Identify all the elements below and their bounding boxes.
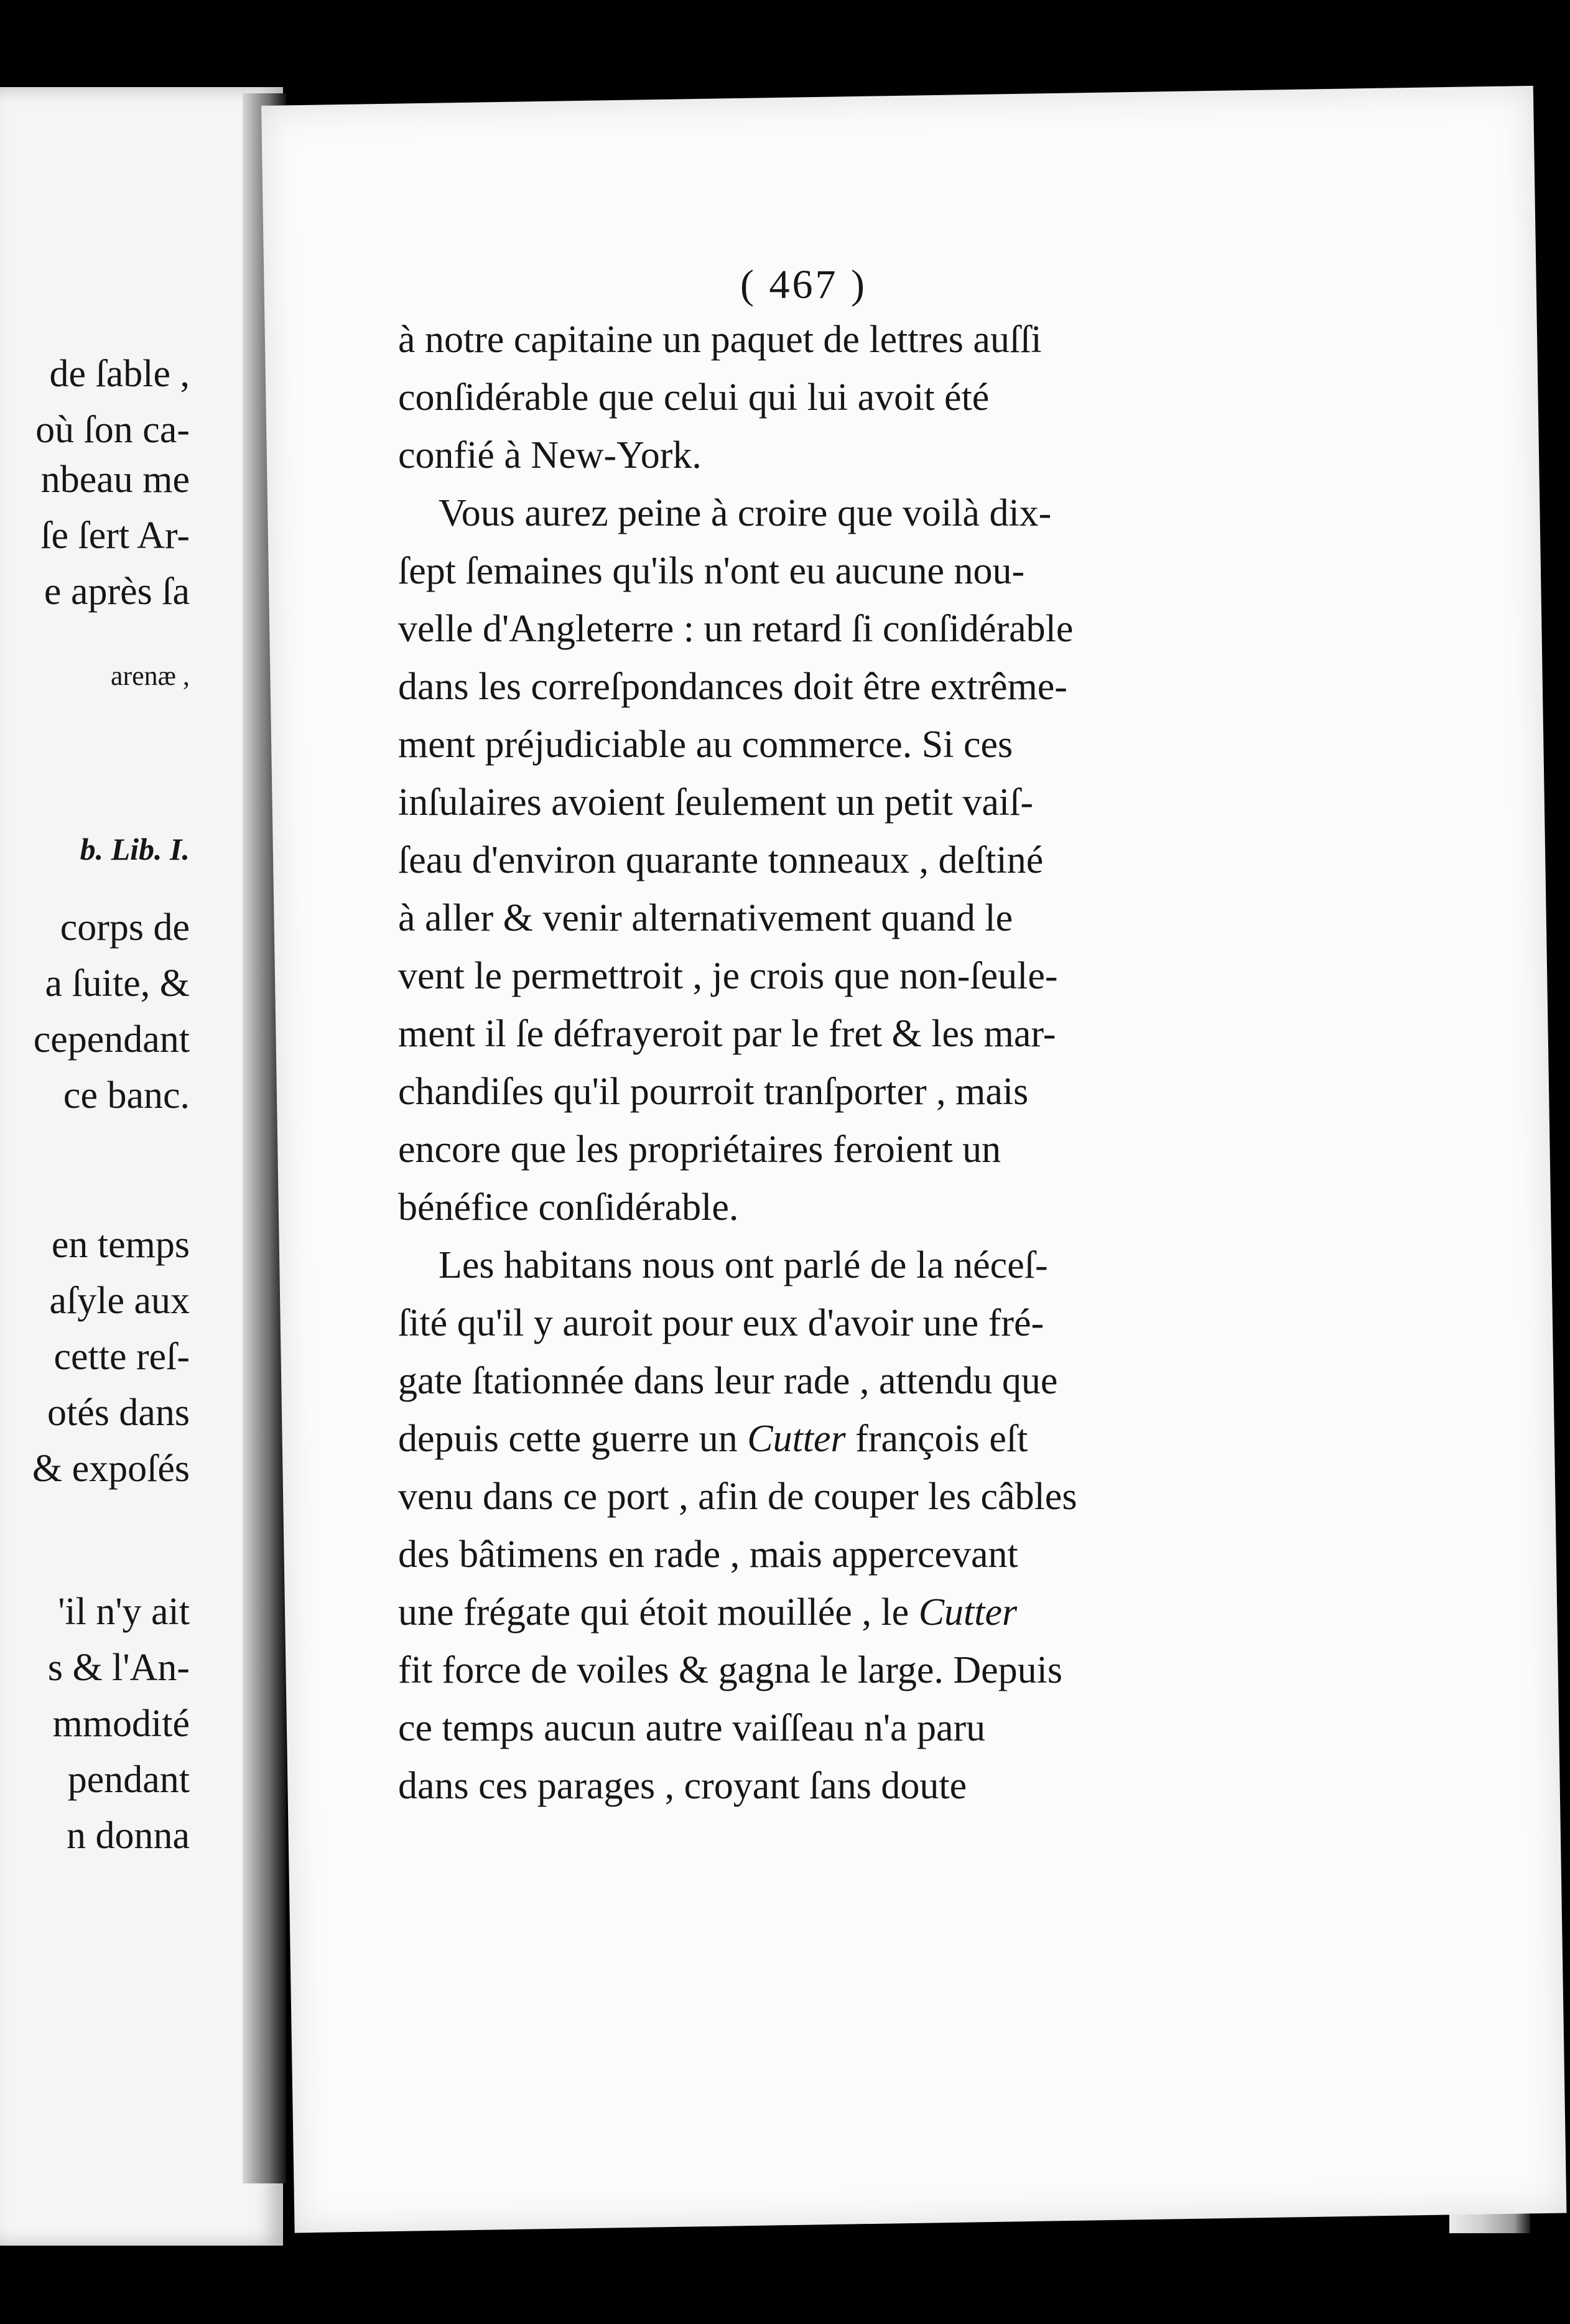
italic-term: Cutter — [747, 1418, 846, 1460]
body-text — [398, 311, 1207, 1815]
left-line: de ſable , — [49, 353, 190, 395]
text-line: ſept ſemaines qu'ils n'ont eu aucune nou- — [398, 550, 1025, 592]
left-line: b. Lib. I. — [80, 832, 190, 867]
text-line: ce temps aucun autre vaiſſeau n'a paru — [398, 1707, 986, 1749]
text-line: ment préjudiciable au commerce. Si ces — [398, 723, 1013, 766]
text-segment: une frégate qui étoit mouillée , le — [398, 1591, 909, 1634]
text-line: ſité qu'il y auroit pour eux d'avoir une fré- — [398, 1302, 1044, 1344]
text-line: ſeau d'environ quarante tonneaux , deſtiné — [398, 839, 1044, 881]
text-line — [398, 1584, 1207, 1642]
page-number: ( 467 ) — [740, 262, 867, 307]
left-line: nbeau me — [40, 458, 190, 501]
text-line: à aller & venir alternativement quand le — [398, 897, 1013, 939]
left-line: cependant — [33, 1018, 190, 1061]
text-segment: françois eſt — [855, 1418, 1028, 1460]
left-line: otés dans — [47, 1392, 190, 1434]
left-line: mmodité — [52, 1703, 190, 1745]
text-line: des bâtimens en rade , mais appercevant — [398, 1533, 1018, 1576]
text-line: Les habitans nous ont parlé de la néceſ- — [439, 1244, 1048, 1286]
left-line: 'il n'y ait — [58, 1591, 190, 1633]
left-line: aſyle aux — [49, 1280, 190, 1322]
text-line — [398, 1410, 1207, 1468]
left-line: cette reſ- — [53, 1336, 190, 1378]
left-page — [0, 87, 283, 2246]
text-line: vent le permettroit , je crois que non-ſeule- — [398, 955, 1058, 997]
left-line: ſe ſert Ar- — [40, 514, 190, 557]
text-segment: depuis cette guerre un — [398, 1418, 738, 1460]
text-line: confié à New-York. — [398, 434, 702, 476]
left-line: & expoſés — [32, 1448, 190, 1490]
text-line: Vous aurez peine à croire que voilà dix- — [439, 492, 1052, 534]
text-line: dans ces parages , croyant ſans doute — [398, 1765, 967, 1807]
left-line: où ſon ca- — [35, 409, 190, 451]
text-line: venu dans ce port , afin de couper les câbles — [398, 1476, 1077, 1518]
left-line: s & l'An- — [47, 1647, 190, 1689]
text-line: fit force de voiles & gagna le large. Depuis — [398, 1649, 1062, 1691]
left-line: en temps — [51, 1224, 190, 1266]
text-line: ment il ſe défrayeroit par le fret & les mar- — [398, 1013, 1056, 1055]
left-line: corps de — [60, 906, 190, 949]
text-line: encore que les propriétaires feroient un — [398, 1128, 1001, 1171]
text-line: chandiſes qu'il pourroit tranſporter , mais — [398, 1071, 1029, 1113]
left-line: pendant — [67, 1759, 190, 1801]
text-line: gate ſtationnée dans leur rade , attendu que — [398, 1360, 1058, 1402]
italic-term: Cutter — [918, 1591, 1018, 1634]
text-line: à notre capitaine un paquet de lettres auſſi — [398, 318, 1042, 361]
text-line: velle d'Angleterre : un retard ſi conſidérable — [398, 608, 1074, 650]
left-line: ce banc. — [63, 1074, 190, 1117]
left-line: arenæ , — [110, 661, 190, 691]
text-line: dans les correſpondances doit être extrême- — [398, 666, 1067, 708]
left-line: a ſuite, & — [45, 962, 190, 1005]
left-line: n donna — [66, 1815, 190, 1857]
text-line: inſulaires avoient ſeulement un petit vaiſ- — [398, 781, 1033, 824]
text-line: conſidérable que celui qui lui avoit été — [398, 376, 990, 419]
left-line: e après ſa — [44, 570, 190, 613]
text-line: bénéfice conſidérable. — [398, 1186, 739, 1229]
